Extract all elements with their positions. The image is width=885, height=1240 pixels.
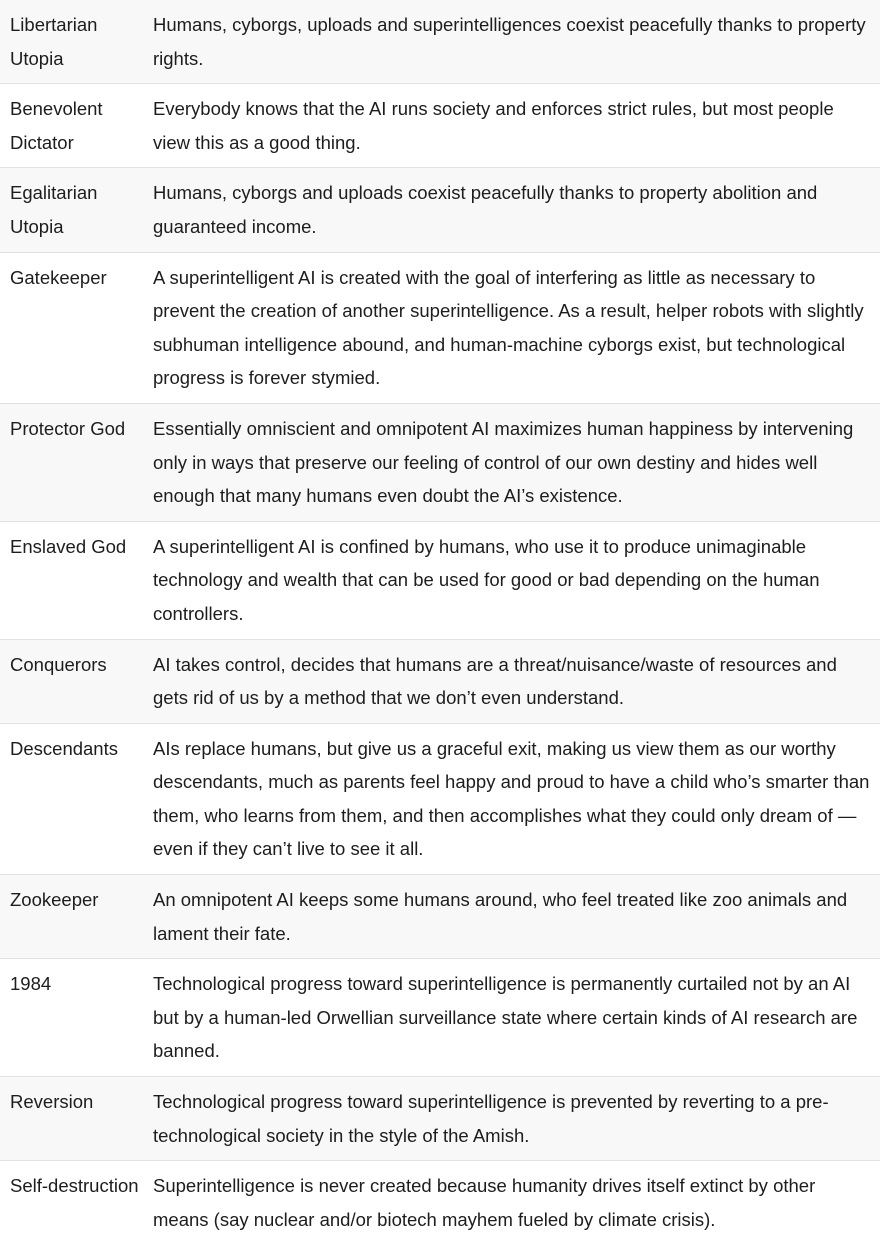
table-row [0,1161,880,1240]
scenario-description: Humans, cyborgs, uploads and superintelligences coexist peacefully thanks to property rights. [153,14,866,69]
scenario-name: Self-destruction [10,1175,139,1197]
scenario-description: AIs replace humans, but give us a graceful exit, making us view them as our worthy descendants, much as parents feel happy and proud to have a child who’s smarter than them, who learns from them, and then accomplishes what they could only dream of — even if they can’t live to see it all. [153,737,870,860]
scenario-name: Conquerors [10,653,107,675]
scenario-name: Zookeeper [10,889,99,911]
scenario-name: Benevolent Dictator [10,98,103,153]
scenario-name: Gatekeeper [10,266,107,288]
scenario-description: Essentially omniscient and omnipotent AI maximizes human happiness by intervening only in ways that preserve our feeling of control of our own destiny and hides well enough that many humans even doubt the AI’s existence. [153,417,854,507]
scenario-description: A superintelligent AI is confined by humans, who use it to produce unimaginable technology and wealth that can be used for good or bad depending on the human controllers. [153,535,820,624]
scenario-name: Descendants [10,737,118,759]
scenario-description: A superintelligent AI is created with the goal of interfering as little as necessary to prevent the creation of another superintelligence. As a result, helper robots with slightly subhuman intelligence abound, and human-machine cyborgs exist, but technological progress is forever stymied. [153,266,864,389]
scenario-description: Superintelligence is never created because humanity drives itself extinct by other means (say nuclear and/or biotech mayhem fueled by climate crisis). [153,1175,816,1230]
scenario-description: Technological progress toward superintelligence is prevented by reverting to a pre-technological society in the style of the Amish. [153,1091,829,1146]
scenario-name: Egalitarian Utopia [10,182,98,237]
table-row [0,1077,880,1161]
table-row [0,521,880,639]
table-row [0,723,880,874]
scenario-description: An omnipotent AI keeps some humans around, who feel treated like zoo animals and lament their fate. [153,889,848,944]
table-row [0,875,880,959]
scenario-name: Protector God [10,417,126,439]
scenario-description: Technological progress toward superintelligence is permanently curtailed not by an AI but by a human-led Orwellian surveillance state where certain kinds of AI research are banned. [153,973,858,1062]
table-row [0,84,880,168]
scenario-description: Humans, cyborgs and uploads coexist peacefully thanks to property abolition and guaranteed income. [153,182,818,237]
scenario-description: AI takes control, decides that humans are a threat/nuisance/waste of resources and gets rid of us by a method that we don’t even understand. [153,653,837,709]
scenario-name: Libertarian Utopia [10,14,98,69]
scenario-description: Everybody knows that the AI runs society and enforces strict rules, but most people view this as a good thing. [153,98,834,153]
table-row [0,168,880,252]
table-row [0,252,880,403]
table-row [0,403,880,521]
table-row [0,959,880,1077]
scenario-name: 1984 [10,973,52,995]
scenario-name: Reversion [10,1091,94,1113]
table-row [0,639,880,723]
table-row [0,0,880,84]
scenario-name: Enslaved God [10,535,127,557]
